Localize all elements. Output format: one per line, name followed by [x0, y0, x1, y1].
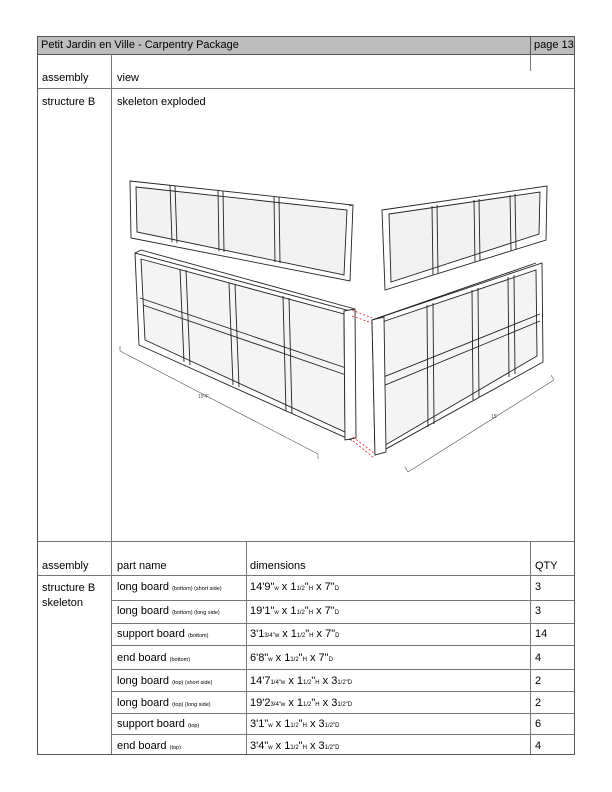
part-name-text: long board: [117, 675, 169, 687]
dimension-part: 19'1": [250, 605, 275, 617]
dimension-part: 1/2: [296, 610, 305, 616]
part-name-text: end board: [117, 652, 167, 664]
dimension-part: 1/2"D: [324, 723, 340, 729]
dimension-part: 1/2: [290, 723, 299, 729]
parts-assembly-line2: skeleton: [42, 597, 83, 609]
dimension-part: ": [311, 675, 316, 687]
part-qualifier: (top) (short side): [172, 680, 213, 686]
dimension-part: 14'9": [250, 581, 275, 593]
dimension-part: x 3: [319, 675, 338, 687]
dimension-part: H: [315, 702, 320, 708]
dimension-part: ": [311, 697, 316, 709]
dimension-part: 3'1: [250, 628, 265, 640]
part-qty: 2: [535, 697, 542, 709]
part-qualifier: (top): [187, 723, 200, 729]
part-qualifier: (top) (long side): [172, 702, 211, 708]
dimension-part: 3/4"w: [264, 633, 280, 639]
part-name-text: long board: [117, 605, 169, 617]
page-number: page 13: [530, 37, 575, 54]
part-qualifier: (top): [169, 745, 181, 751]
assembly-name: structure B: [42, 96, 96, 108]
dim-long-label: 19'4": [198, 394, 210, 400]
part-qty: 6: [535, 718, 542, 730]
dimension-part: 3'4": [250, 740, 269, 752]
dimension-part: w: [268, 657, 273, 663]
dimension-part: 1/4"w: [270, 680, 286, 686]
dimension-part: x 7": [313, 605, 335, 617]
part-qty: 4: [535, 652, 542, 664]
part-name-text: support board: [117, 718, 185, 730]
col-header-assembly: assembly: [42, 72, 89, 84]
parts-col-part-name: part name: [117, 560, 167, 572]
col-header-view: view: [117, 72, 140, 84]
dimension-part: ": [304, 605, 309, 617]
part-qualifier: (bottom): [169, 657, 191, 663]
dimension-part: x 1: [285, 697, 303, 709]
dimension-part: 1/2"D: [337, 702, 353, 708]
dimension-part: x 1: [278, 581, 297, 593]
dimension-part: ": [298, 718, 303, 730]
dimension-part: x 1: [272, 652, 291, 664]
dimension-part: 19'2: [250, 697, 271, 709]
parts-col-qty: QTY: [535, 560, 558, 572]
dimension-part: 1/2"D: [337, 680, 353, 686]
part-name-text: long board: [117, 581, 169, 593]
part-name-text: end board: [117, 740, 167, 752]
dimension-part: D: [334, 586, 340, 592]
dimension-part: 1/2: [296, 586, 305, 592]
parts-assembly-line1: structure B: [42, 582, 96, 594]
dimension-part: H: [315, 680, 320, 686]
right-bottom-panel: [372, 263, 543, 455]
dimension-part: H: [302, 745, 307, 751]
dimension-part: D: [335, 633, 340, 639]
part-qty: 3: [535, 605, 542, 617]
dimension-part: x 1: [278, 605, 297, 617]
dimension-part: 3'1": [250, 718, 269, 730]
dimension-part: ": [304, 581, 309, 593]
dimension-part: 1/2: [290, 657, 299, 663]
dimension-part: H: [309, 633, 314, 639]
dimension-part: D: [328, 657, 333, 663]
parts-col-assembly: assembly: [42, 560, 89, 572]
dimension-part: H: [302, 723, 307, 729]
part-qualifier: (bottom): [187, 633, 209, 639]
dimension-part: 1/2: [290, 745, 299, 751]
part-qty: 4: [535, 740, 542, 752]
part-qualifier: (bottom) (long side): [172, 610, 220, 616]
dimension-part: 1/2: [296, 633, 306, 639]
dimension-part: w: [268, 723, 273, 729]
dimension-part: 1/2: [303, 680, 312, 686]
dim-short-label: 15': [491, 414, 498, 420]
dimension-part: 1/2"D: [324, 745, 340, 751]
dimension-part: 6'8": [250, 652, 269, 664]
view-name: skeleton exploded: [117, 96, 206, 108]
dimension-part: ": [305, 628, 310, 640]
left-bottom-panel: [135, 250, 356, 440]
dimension-part: w: [274, 610, 279, 616]
dimension-part: x 1: [272, 718, 291, 730]
dimension-part: 3/4"w: [270, 702, 286, 708]
dimension-part: x 1: [279, 628, 297, 640]
dimension-part: w: [268, 745, 273, 751]
dimension-part: 1/2: [303, 702, 312, 708]
dimension-part: H: [302, 657, 307, 663]
part-name-text: long board: [117, 697, 169, 709]
dimension-part: x 3: [306, 718, 325, 730]
dimension-part: H: [308, 586, 314, 592]
dimension-part: D: [334, 610, 340, 616]
document-title: Petit Jardin en Ville - Carpentry Package: [41, 39, 239, 51]
dimension-part: x 1: [285, 675, 303, 687]
part-name-text: support board: [117, 628, 185, 640]
dimension-part: ": [298, 652, 303, 664]
dimension-part: x 7": [313, 628, 336, 640]
dimension-part: x 1: [272, 740, 291, 752]
parts-col-dimensions: dimensions: [250, 560, 306, 572]
dimension-part: x 7": [306, 652, 329, 664]
part-qty: 3: [535, 581, 542, 593]
part-qty: 14: [535, 628, 548, 640]
dimension-part: w: [274, 586, 279, 592]
dimension-part: H: [308, 610, 314, 616]
dimension-part: 14'7: [250, 675, 271, 687]
dimension-part: ": [298, 740, 303, 752]
part-qty: 2: [535, 675, 542, 687]
part-qualifier: (bottom) (short side): [172, 586, 222, 592]
dimension-part: x 3: [319, 697, 338, 709]
dimension-part: x 3: [306, 740, 325, 752]
dimension-part: x 7": [313, 581, 335, 593]
